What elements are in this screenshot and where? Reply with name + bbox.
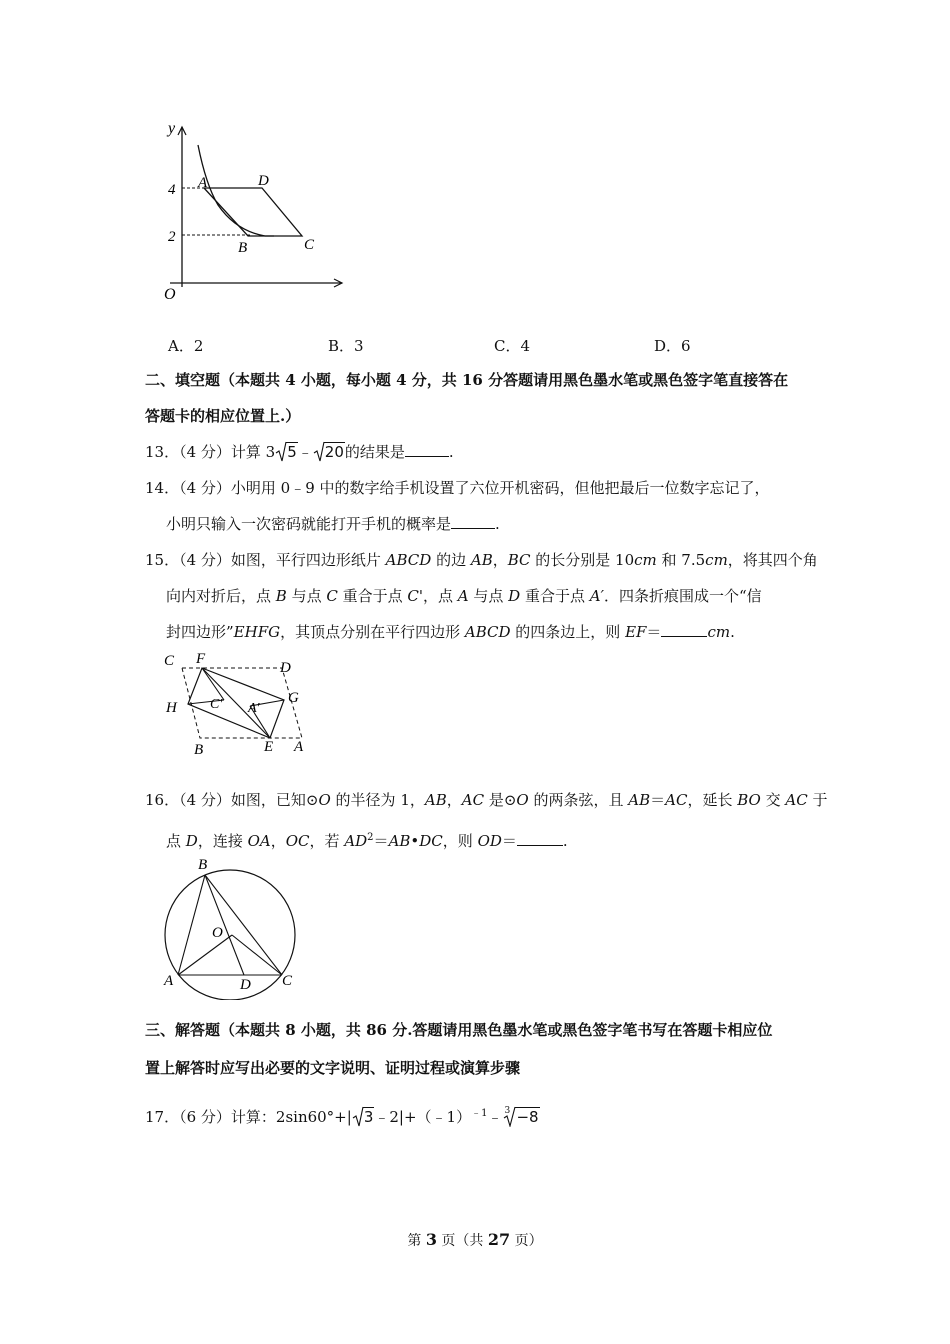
cube-root-radicand: −8 [516, 1108, 539, 1126]
q15-ehfg: EHFG [233, 623, 281, 641]
q13-end: . [448, 443, 454, 461]
q13-suffix: 的结果是 [344, 443, 405, 461]
label-c: C [282, 973, 293, 989]
choice-d: D．6 [654, 337, 691, 355]
q16-l1e: 的两条弦，且 [528, 791, 629, 809]
q16-d: D [185, 832, 198, 850]
label-d: D [280, 660, 291, 676]
q16-l1h: 交 [760, 791, 786, 809]
circle-o [165, 870, 295, 1000]
q15-l2g: ．四条折痕围成一个“信 [604, 587, 762, 605]
q16-dc: DC [419, 832, 443, 850]
q13-minus: ﹣ [297, 443, 313, 461]
question-15-line1 [145, 550, 818, 570]
q15-t1: 15．（4 分）如图，平行四边形纸片 [145, 551, 386, 569]
footer-mid: 页（共 [436, 1233, 488, 1249]
q16-l2g: ＝ [501, 832, 517, 850]
q16-l1d: 是⊙ [484, 791, 517, 809]
label-a: A [164, 973, 174, 989]
q15-l2c: 重合于点 [337, 587, 408, 605]
q14-answer-blank[interactable] [451, 514, 495, 529]
q16-dot: • [410, 832, 420, 850]
q16-bo: BO [737, 791, 761, 809]
label-f: F [196, 651, 206, 667]
q15-t4: 的长分别是 10 [530, 551, 635, 569]
q15-l2a: 向内对折后，点 [166, 587, 276, 605]
q15-cm2: cm [705, 551, 728, 569]
q16-l2d: ，若 [309, 832, 345, 850]
q15-l3-abcd: ABCD [464, 623, 511, 641]
figure-q12 [150, 115, 360, 305]
q17-mid: ﹣2|+（﹣1） [374, 1108, 472, 1126]
q16-l2c: ， [270, 832, 286, 850]
q15-l3d: ＝ [646, 623, 662, 641]
q15-cm1: cm [634, 551, 657, 569]
sqrt-20 [313, 442, 345, 462]
q16-l2a: 点 [166, 832, 186, 850]
q15-l2d: ，点 [423, 587, 458, 605]
sqrt-3-radicand: 3 [363, 1108, 374, 1126]
cube-root-index: 3 [504, 1106, 511, 1116]
q16-ac2: AC [665, 791, 688, 809]
chord-ab [178, 875, 205, 975]
q16-od: OD [477, 832, 502, 850]
page-footer [0, 1230, 950, 1250]
q16-l2b: ，连接 [197, 832, 248, 850]
question-16-line1 [145, 790, 827, 810]
q15-t2: 的边 [431, 551, 471, 569]
q17-exp: ﹣1 [471, 1108, 488, 1119]
q16-ad: AD [344, 832, 368, 850]
label-origin: O [164, 286, 176, 303]
q15-ab: AB [470, 551, 493, 569]
question-13 [145, 442, 454, 462]
q16-answer-blank[interactable] [517, 831, 563, 846]
section2-heading-line2: 答题卡的相应位置上.） [145, 407, 301, 425]
choice-c: C．4 [494, 337, 531, 355]
q16-o2: O [516, 791, 529, 809]
q17-prefix: 17．（6 分）计算：2sin60°+| [145, 1108, 352, 1126]
question-14-line1: 14．（4 分）小明用 0﹣9 中的数字给手机设置了六位开机密码，但他把最后一位数字忘记了， [145, 479, 770, 497]
q15-l2b-pt: B [275, 587, 287, 605]
choice-b: B．3 [328, 337, 364, 355]
sqrt-20-radicand: 20 [324, 443, 344, 461]
q13-prefix: 13．（4 分）计算 3 [145, 443, 276, 461]
q15-t6: ，将其四个角 [727, 551, 818, 569]
q15-l3c: 的四条边上，则 [510, 623, 626, 641]
label-d: D [258, 173, 269, 189]
q16-oa: OA [247, 832, 271, 850]
label-b: B [194, 742, 204, 758]
label-b: B [198, 857, 208, 873]
label-o: O [212, 925, 223, 941]
footer-post: 页） [510, 1233, 543, 1249]
tick-2: 2 [168, 229, 176, 245]
label-b: B [238, 240, 248, 256]
q15-l2e: 与点 [468, 587, 509, 605]
question-15-line3 [166, 622, 735, 642]
q15-abcd: ABCD [385, 551, 432, 569]
q16-l1i: 于 [807, 791, 828, 809]
q17-minus: ﹣ [487, 1108, 503, 1126]
label-g: G [288, 690, 299, 706]
q16-ab: AB [424, 791, 447, 809]
label-d: D [240, 977, 251, 993]
label-a-prime: A' [248, 701, 260, 716]
q15-l2b: 与点 [286, 587, 327, 605]
q16-ab2: AB [628, 791, 651, 809]
label-a: A [294, 739, 304, 755]
figure-q15 [158, 648, 318, 758]
choice-a: A．2 [168, 337, 204, 355]
question-17 [145, 1104, 540, 1127]
q16-l1g: ，延长 [687, 791, 738, 809]
parallelogram-abcd [204, 188, 302, 236]
q15-l2c-pt: C [326, 587, 338, 605]
section3-heading-line1: 三、解答题（本题共 8 小题，共 86 分.答题请用黑色墨水笔或黑色签字笔书写在答题卡相应位 [145, 1021, 773, 1039]
q14-text: 小明只输入一次密码就能打开手机的概率是 [166, 515, 452, 533]
q16-o1: O [318, 791, 331, 809]
footer-page: 3 [425, 1230, 437, 1249]
q15-ef: EF [625, 623, 647, 641]
q15-l2cp-pt: C' [407, 587, 423, 605]
q16-l1f: ＝ [650, 791, 666, 809]
q15-t3: ， [492, 551, 508, 569]
figure-q16 [158, 855, 308, 1000]
line-bd [205, 875, 244, 975]
sqrt-3 [352, 1107, 375, 1127]
sqrt-5 [275, 442, 298, 462]
q15-bc: BC [507, 551, 531, 569]
q15-answer-blank[interactable] [661, 622, 707, 637]
q16-ac3: AC [785, 791, 808, 809]
q16-oc: OC [285, 832, 310, 850]
q16-end: . [562, 832, 568, 850]
q16-l2e: ＝ [373, 832, 389, 850]
q16-sup: 2 [367, 832, 374, 843]
q15-l3e: . [730, 623, 735, 641]
line-oc [232, 935, 282, 975]
section2-heading-line1: 二、填空题（本题共 4 小题，每小题 4 分，共 16 分答题请用黑色墨水笔或黑色签字笔直接答在 [145, 371, 789, 389]
label-e: E [264, 739, 274, 755]
sqrt-5-radicand: 5 [287, 443, 297, 461]
q15-l2d-pt: D [508, 587, 521, 605]
q16-l1c: ， [446, 791, 462, 809]
label-c: C [164, 653, 175, 669]
q15-l3b: ，其顶点分别在平行四边形 [280, 623, 465, 641]
question-15-line2 [166, 586, 762, 606]
q16-ab3: AB [388, 832, 411, 850]
footer-pre: 第 [407, 1233, 426, 1249]
q13-answer-blank[interactable] [405, 442, 449, 457]
q16-l2f: ，则 [442, 832, 478, 850]
label-c: C [304, 237, 315, 253]
label-c-prime: C' [210, 697, 223, 712]
section3-heading-line2: 置上解答时应写出必要的文字说明、证明过程或演算步骤 [145, 1059, 521, 1077]
label-a: A [198, 175, 208, 191]
footer-total: 27 [487, 1230, 511, 1249]
label-h: H [166, 700, 177, 716]
tick-4: 4 [168, 182, 176, 198]
q15-l2ap-pt: A′ [589, 587, 604, 605]
q15-l3a: 封四边形” [166, 623, 234, 641]
q16-l1b: 的半径为 1， [330, 791, 425, 809]
q15-l2f: 重合于点 [520, 587, 590, 605]
line-oa [178, 935, 232, 975]
q14-end: . [495, 515, 500, 533]
question-14-line2 [166, 514, 500, 534]
q15-l2a-pt: A [457, 587, 469, 605]
question-16-line2 [166, 828, 568, 851]
cube-root-neg8 [502, 1107, 539, 1127]
q16-l1a: 16．（4 分）如图，已知⊙ [145, 791, 319, 809]
label-y: y [168, 120, 176, 137]
q16-ac: AC [461, 791, 485, 809]
q15-t5: 和 7.5 [656, 551, 706, 569]
q15-l3-cm: cm [707, 623, 731, 641]
